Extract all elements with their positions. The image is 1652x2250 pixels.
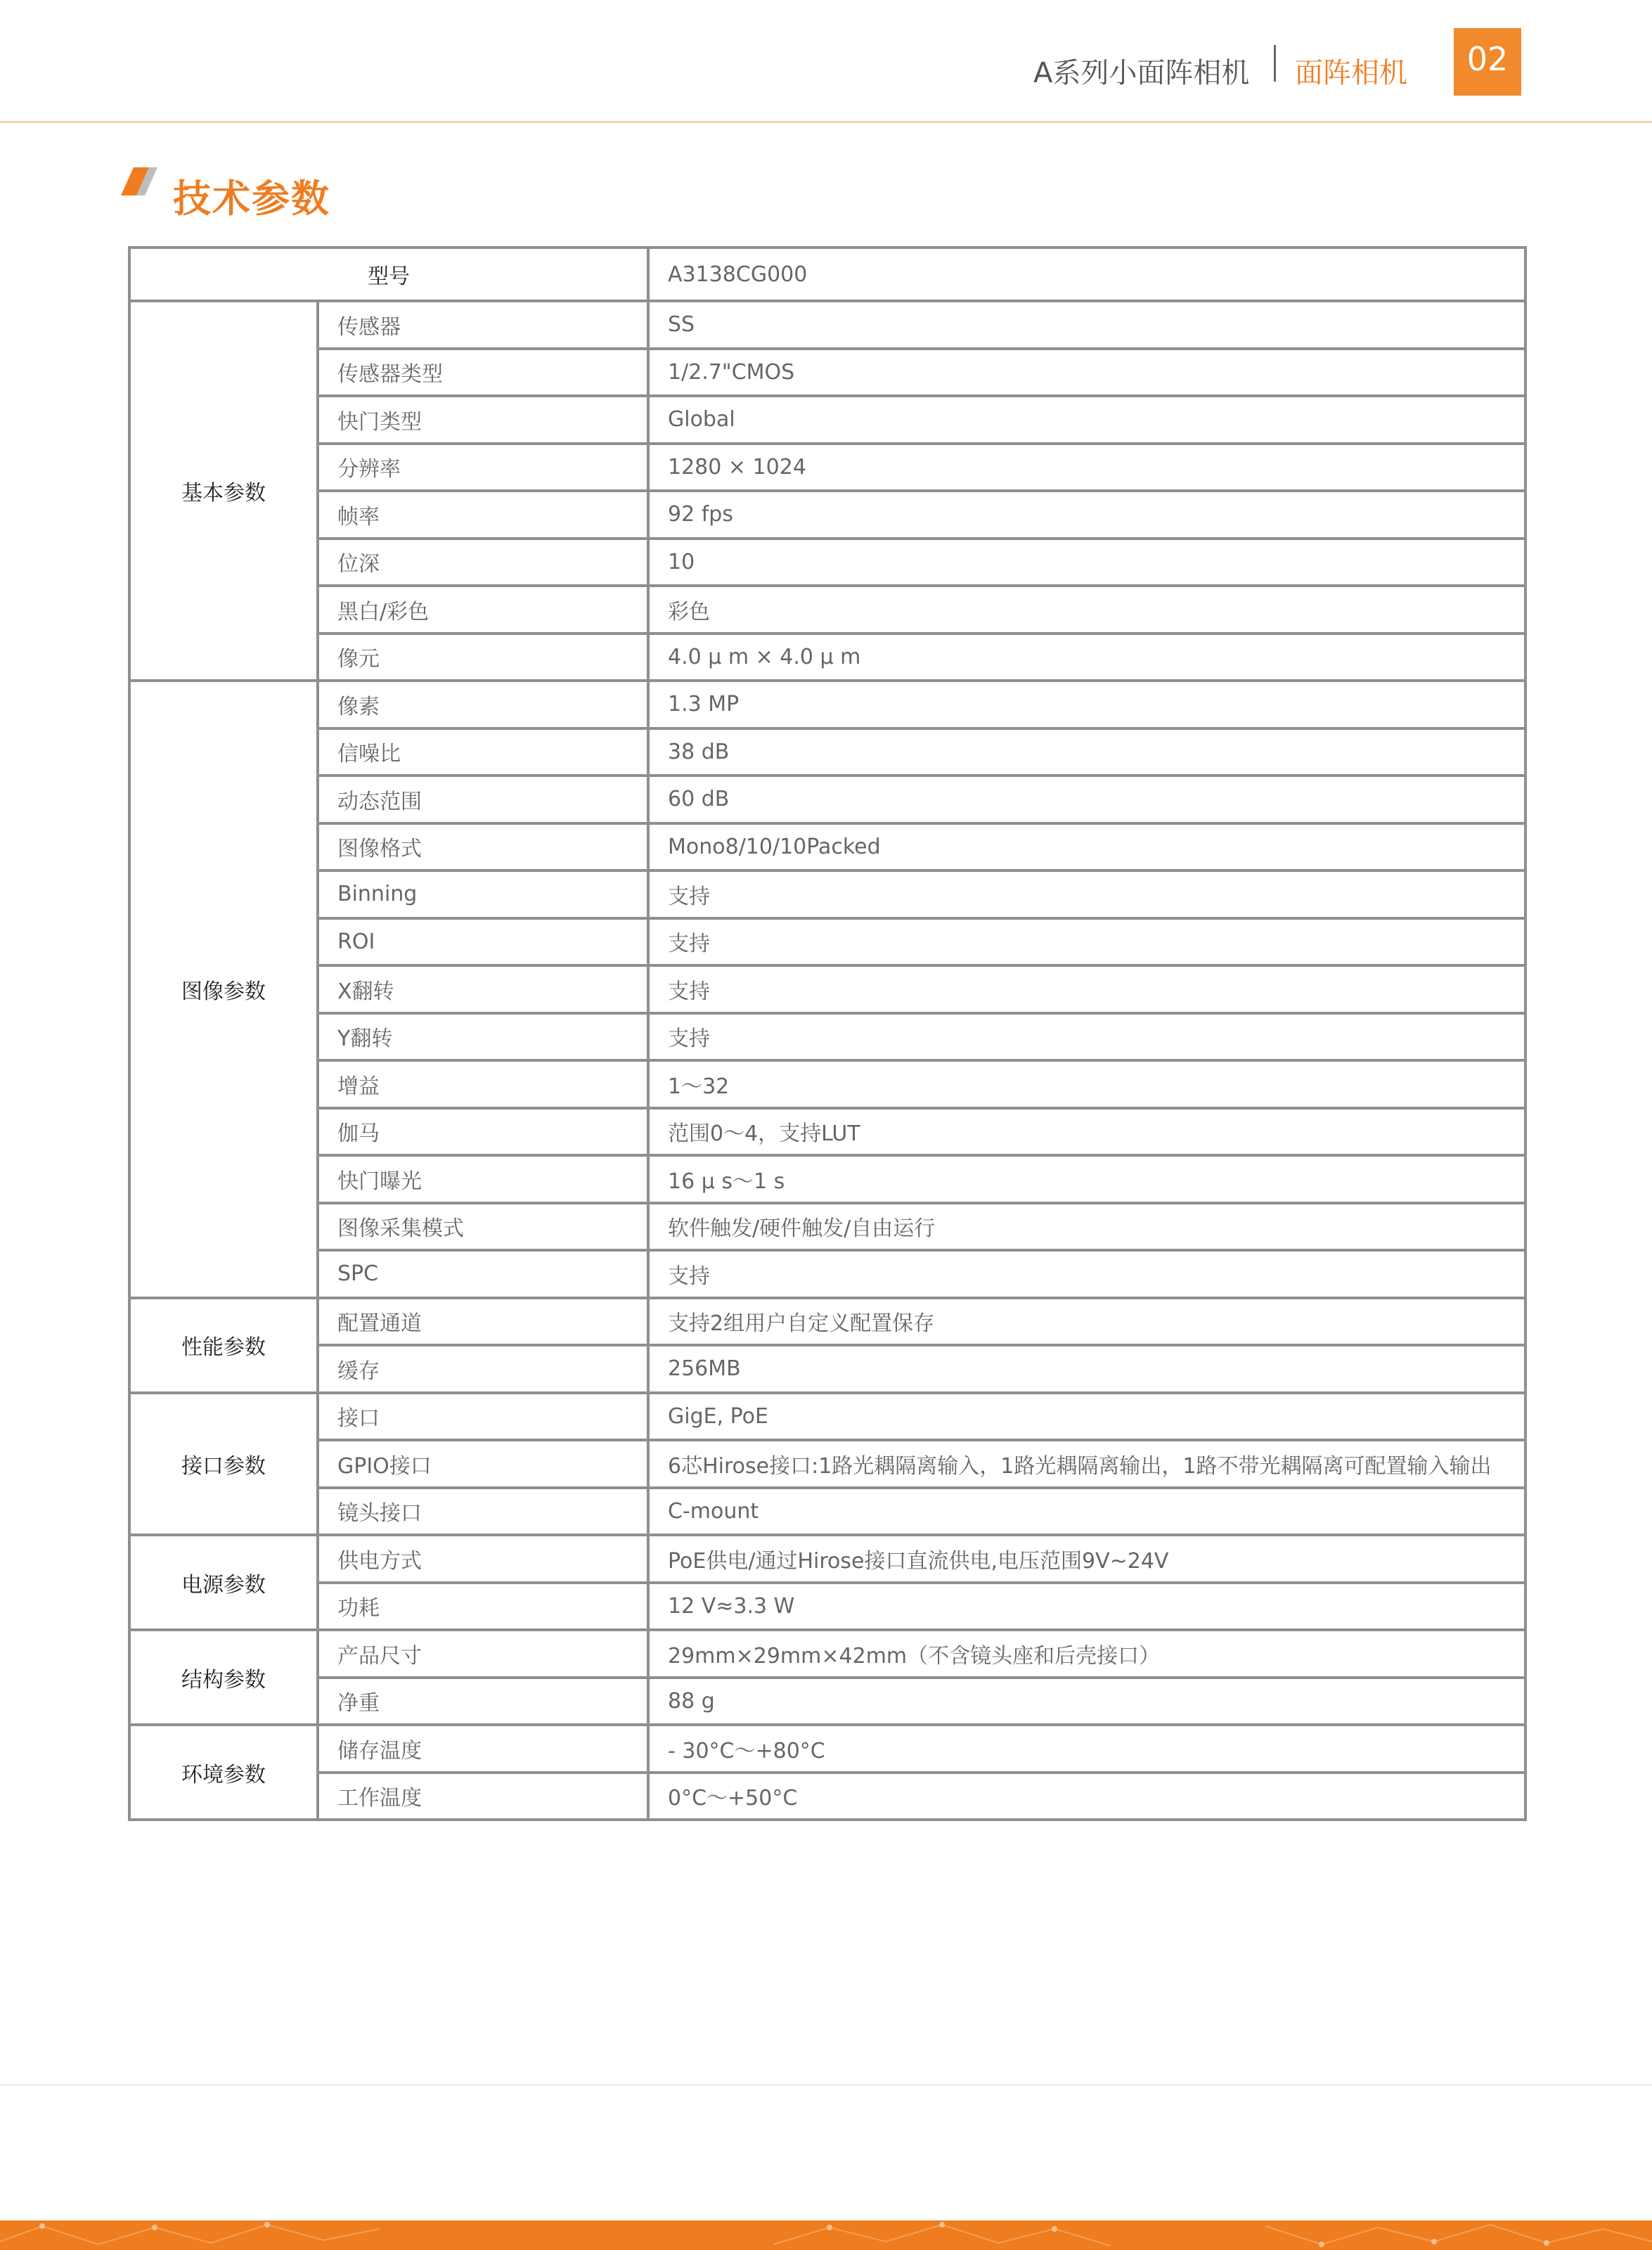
table-row (129, 301, 1525, 349)
param-value: - 30°C～+80°C (648, 1725, 1525, 1773)
table-row (129, 1678, 1525, 1725)
param-value: GigE, PoE (648, 1393, 1525, 1441)
footer-divider (0, 2084, 1652, 2085)
param-name: 产品尺寸 (318, 1630, 648, 1678)
param-name: ROI (318, 918, 648, 966)
param-value: Mono8/10/10Packed (648, 823, 1525, 871)
group-label: 图像参数 (129, 681, 318, 1298)
group-label: 结构参数 (129, 1630, 318, 1725)
table-row (129, 776, 1525, 823)
param-value: 支持 (648, 870, 1525, 918)
param-name: 净重 (318, 1678, 648, 1725)
param-name: 储存温度 (318, 1725, 648, 1773)
param-name: 动态范围 (318, 776, 648, 823)
param-value: 92 fps (648, 491, 1525, 539)
header-separator (1274, 45, 1276, 82)
page-number: 02 (1466, 40, 1509, 78)
param-name: 接口 (318, 1393, 648, 1441)
param-value: 0°C～+50°C (648, 1773, 1525, 1820)
slash-stripe-icon (121, 167, 157, 195)
table-row (129, 1108, 1525, 1156)
model-label: 型号 (129, 248, 648, 301)
table-row (129, 1773, 1525, 1820)
param-name: 分辨率 (318, 444, 648, 491)
spec-table (128, 246, 1527, 1821)
param-name: 伽马 (318, 1108, 648, 1156)
table-row (129, 965, 1525, 1013)
table-row (129, 1298, 1525, 1346)
table-row (129, 539, 1525, 586)
table-row (129, 728, 1525, 776)
table-row (129, 1155, 1525, 1203)
param-value: 支持 (648, 918, 1525, 966)
param-value: 38 dB (648, 728, 1525, 776)
param-name: 缓存 (318, 1345, 648, 1393)
param-name: X翻转 (318, 965, 648, 1013)
param-name: 信噪比 (318, 728, 648, 776)
model-value: A3138CG000 (648, 248, 1525, 301)
param-name: 像素 (318, 681, 648, 728)
table-row (129, 918, 1525, 966)
param-value: Global (648, 396, 1525, 444)
param-name: 功耗 (318, 1583, 648, 1631)
param-name: 图像格式 (318, 823, 648, 871)
header-divider (0, 121, 1652, 123)
param-value: 1～32 (648, 1060, 1525, 1108)
table-row (129, 349, 1525, 397)
group-label: 基本参数 (129, 301, 318, 681)
param-name: 像元 (318, 634, 648, 681)
table-row (129, 1060, 1525, 1108)
table-row (129, 823, 1525, 871)
table-row (129, 1440, 1525, 1488)
table-row (129, 634, 1525, 681)
param-name: 快门曝光 (318, 1155, 648, 1203)
table-row (129, 1535, 1525, 1583)
param-value: 支持 (648, 1250, 1525, 1298)
model-row (129, 248, 1525, 301)
param-value: 12 V≈3.3 W (648, 1583, 1525, 1631)
param-name: Binning (318, 870, 648, 918)
param-value: 支持 (648, 1013, 1525, 1061)
param-value: 支持 (648, 965, 1525, 1013)
group-label: 电源参数 (129, 1535, 318, 1630)
table-row (129, 396, 1525, 444)
param-name: 快门类型 (318, 396, 648, 444)
table-row (129, 1393, 1525, 1441)
param-value: 彩色 (648, 586, 1525, 634)
param-name: SPC (318, 1250, 648, 1298)
param-value: 1.3 MP (648, 681, 1525, 728)
param-name: Y翻转 (318, 1013, 648, 1061)
param-name: 图像采集模式 (318, 1203, 648, 1251)
param-value: 1280 × 1024 (648, 444, 1525, 491)
table-row (129, 870, 1525, 918)
page-header (0, 0, 1652, 122)
table-row (129, 491, 1525, 539)
param-name: 传感器类型 (318, 349, 648, 397)
param-name: 供电方式 (318, 1535, 648, 1583)
param-value: 1/2.7"CMOS (648, 349, 1525, 397)
footer-band (0, 2220, 1652, 2250)
spec-table-body (129, 248, 1525, 1820)
page-number-badge (1454, 28, 1521, 96)
param-name: 增益 (318, 1060, 648, 1108)
table-row (129, 1488, 1525, 1536)
table-row (129, 444, 1525, 491)
param-value: 范围0～4，支持LUT (648, 1108, 1525, 1156)
param-name: 黑白/彩色 (318, 586, 648, 634)
param-value: 88 g (648, 1678, 1525, 1725)
param-name: 镜头接口 (318, 1488, 648, 1536)
param-name: 传感器 (318, 301, 648, 349)
param-value: 支持2组用户自定义配置保存 (648, 1298, 1525, 1346)
group-label: 性能参数 (129, 1298, 318, 1393)
param-value: 29mm×29mm×42mm（不含镜头座和后壳接口） (648, 1630, 1525, 1678)
param-value: 60 dB (648, 776, 1525, 823)
param-name: GPIO接口 (318, 1440, 648, 1488)
param-value: 16 μ s～1 s (648, 1155, 1525, 1203)
param-value: 256MB (648, 1345, 1525, 1393)
table-row (129, 681, 1525, 728)
param-value: 10 (648, 539, 1525, 586)
group-label: 接口参数 (129, 1393, 318, 1536)
param-value: PoE供电/通过Hirose接口直流供电,电压范围9V~24V (648, 1535, 1525, 1583)
param-value: 6芯Hirose接口:1路光耦隔离输入，1路光耦隔离输出，1路不带光耦隔离可配置输入输出 (648, 1440, 1525, 1488)
category-title: 面阵相机 (1295, 57, 1407, 89)
table-row (129, 1583, 1525, 1631)
param-name: 位深 (318, 539, 648, 586)
param-value: C-mount (648, 1488, 1525, 1536)
series-title: A系列小面阵相机 (1033, 57, 1250, 89)
param-value: SS (648, 301, 1525, 349)
param-value: 软件触发/硬件触发/自由运行 (648, 1203, 1525, 1251)
section-title: 技术参数 (173, 176, 330, 221)
table-row (129, 1203, 1525, 1251)
group-label: 环境参数 (129, 1725, 318, 1820)
table-row (129, 1345, 1525, 1393)
param-name: 配置通道 (318, 1298, 648, 1346)
table-row (129, 586, 1525, 634)
table-row (129, 1725, 1525, 1773)
param-name: 帧率 (318, 491, 648, 539)
table-row (129, 1250, 1525, 1298)
network-pattern-icon (0, 2220, 1652, 2250)
table-row (129, 1013, 1525, 1061)
param-name: 工作温度 (318, 1773, 648, 1820)
table-row (129, 1630, 1525, 1678)
param-value: 4.0 μ m × 4.0 μ m (648, 634, 1525, 681)
